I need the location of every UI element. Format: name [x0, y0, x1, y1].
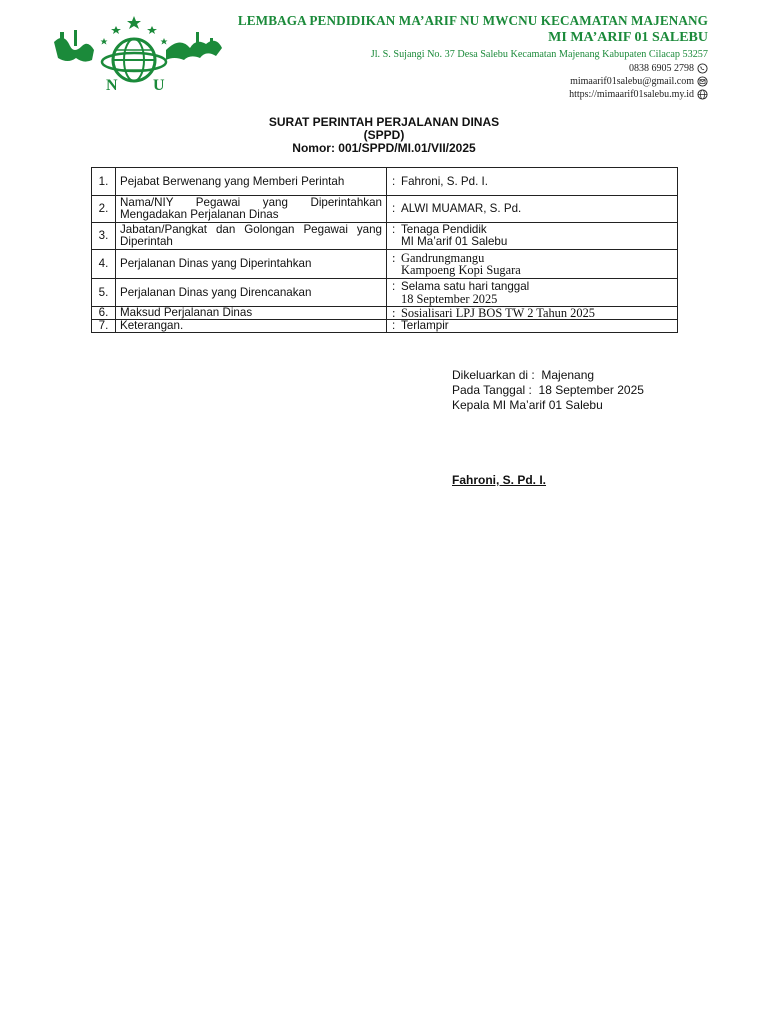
table-row — [92, 320, 678, 333]
row-label: Perjalanan Dinas yang Direncanakan — [116, 279, 387, 307]
row-label: Jabatan/Pangkat dan Golongan Pegawai yang Diperintah — [116, 223, 387, 250]
organization-name: LEMBAGA PENDIDIKAN MA’ARIF NU MWCNU KECAMATAN MAJENANG — [237, 13, 708, 28]
row-number: 3. — [92, 223, 116, 250]
logo-letter-n: N — [106, 77, 118, 94]
table-row — [92, 168, 678, 196]
value-line: Gandrungmangu — [401, 251, 485, 265]
row-number: 7. — [92, 320, 116, 333]
globe-icon — [697, 89, 708, 100]
row-label: Keterangan. — [116, 320, 387, 333]
value-line: ALWI MUAMAR, S. Pd. — [401, 202, 522, 215]
value-line: Tenaga Pendidik — [401, 223, 487, 236]
value-line: Sosialisari LPJ BOS TW 2 Tahun 2025 — [401, 306, 595, 320]
row-number: 2. — [92, 196, 116, 223]
signatory-name: Fahroni, S. Pd. I. — [452, 473, 547, 487]
phone-number: 0838 6905 2798 — [629, 63, 694, 74]
table-row — [92, 279, 678, 307]
value-line: Selama satu hari tanggal — [401, 279, 530, 293]
email-row — [238, 75, 708, 88]
issued-place: Dikeluarkan di : Majenang — [452, 368, 595, 382]
letterhead — [0, 0, 768, 100]
issuance-block — [452, 368, 644, 413]
row-number: 5. — [92, 279, 116, 307]
value-line: MI Ma’arif 01 Salebu — [401, 235, 508, 248]
phone-row — [238, 62, 708, 75]
colon: : — [392, 279, 396, 293]
website-row — [238, 88, 708, 101]
nu-logo-icon — [46, 10, 226, 96]
row-value — [387, 196, 678, 223]
colon: : — [392, 319, 396, 332]
colon: : — [392, 174, 396, 188]
row-value — [387, 168, 678, 196]
whatsapp-icon — [697, 63, 708, 74]
row-value — [387, 279, 678, 307]
document-number: Nomor: 001/SPPD/MI.01/VII/2025 — [292, 141, 476, 155]
row-value — [387, 320, 678, 333]
issued-date: Pada Tanggal : 18 September 2025 — [452, 383, 644, 397]
table-row — [92, 223, 678, 250]
document-title-block — [0, 116, 768, 155]
issuer-position: Kepala MI Ma’arif 01 Salebu — [452, 398, 603, 412]
document-subtitle: (SPPD) — [363, 128, 405, 142]
value-line: Terlampir — [401, 319, 449, 332]
value-line: Kampoeng Kopi Sugara — [401, 263, 521, 277]
row-value — [387, 250, 678, 279]
row-label: Perjalanan Dinas yang Diperintahkan — [116, 250, 387, 279]
sppd-table — [91, 167, 678, 333]
colon: : — [392, 251, 396, 265]
row-label: Nama/NIY Pegawai yang Diperintahkan Mengadakan Perjalanan Dinas — [116, 196, 387, 223]
row-number: 6. — [92, 307, 116, 320]
value-line: Fahroni, S. Pd. I. — [401, 174, 488, 188]
row-value — [387, 223, 678, 250]
document-title: SURAT PERINTAH PERJALANAN DINAS — [268, 115, 500, 129]
table-row — [92, 250, 678, 279]
colon: : — [392, 306, 396, 320]
row-value — [387, 307, 678, 320]
school-address: Jl. S. Sujangi No. 37 Desa Salebu Kecamatan Majenang Kabupaten Cilacap 53257 — [370, 49, 708, 60]
table-row — [92, 196, 678, 223]
row-number: 4. — [92, 250, 116, 279]
row-label: Maksud Perjalanan Dinas — [116, 307, 387, 320]
colon: : — [392, 223, 396, 236]
colon: : — [392, 202, 396, 215]
row-number: 1. — [92, 168, 116, 196]
logo-letter-u: U — [153, 77, 165, 94]
row-label: Pejabat Berwenang yang Memberi Perintah — [116, 168, 387, 196]
mail-icon — [697, 76, 708, 87]
website-url[interactable]: https://mimaarif01salebu.my.id — [569, 89, 694, 100]
email-address[interactable]: mimaarif01salebu@gmail.com — [570, 76, 694, 87]
school-name: MI MA’ARIF 01 SALEBU — [548, 30, 708, 45]
letterhead-text — [238, 12, 708, 101]
value-line: 18 September 2025 — [401, 291, 498, 306]
table-row — [92, 307, 678, 320]
